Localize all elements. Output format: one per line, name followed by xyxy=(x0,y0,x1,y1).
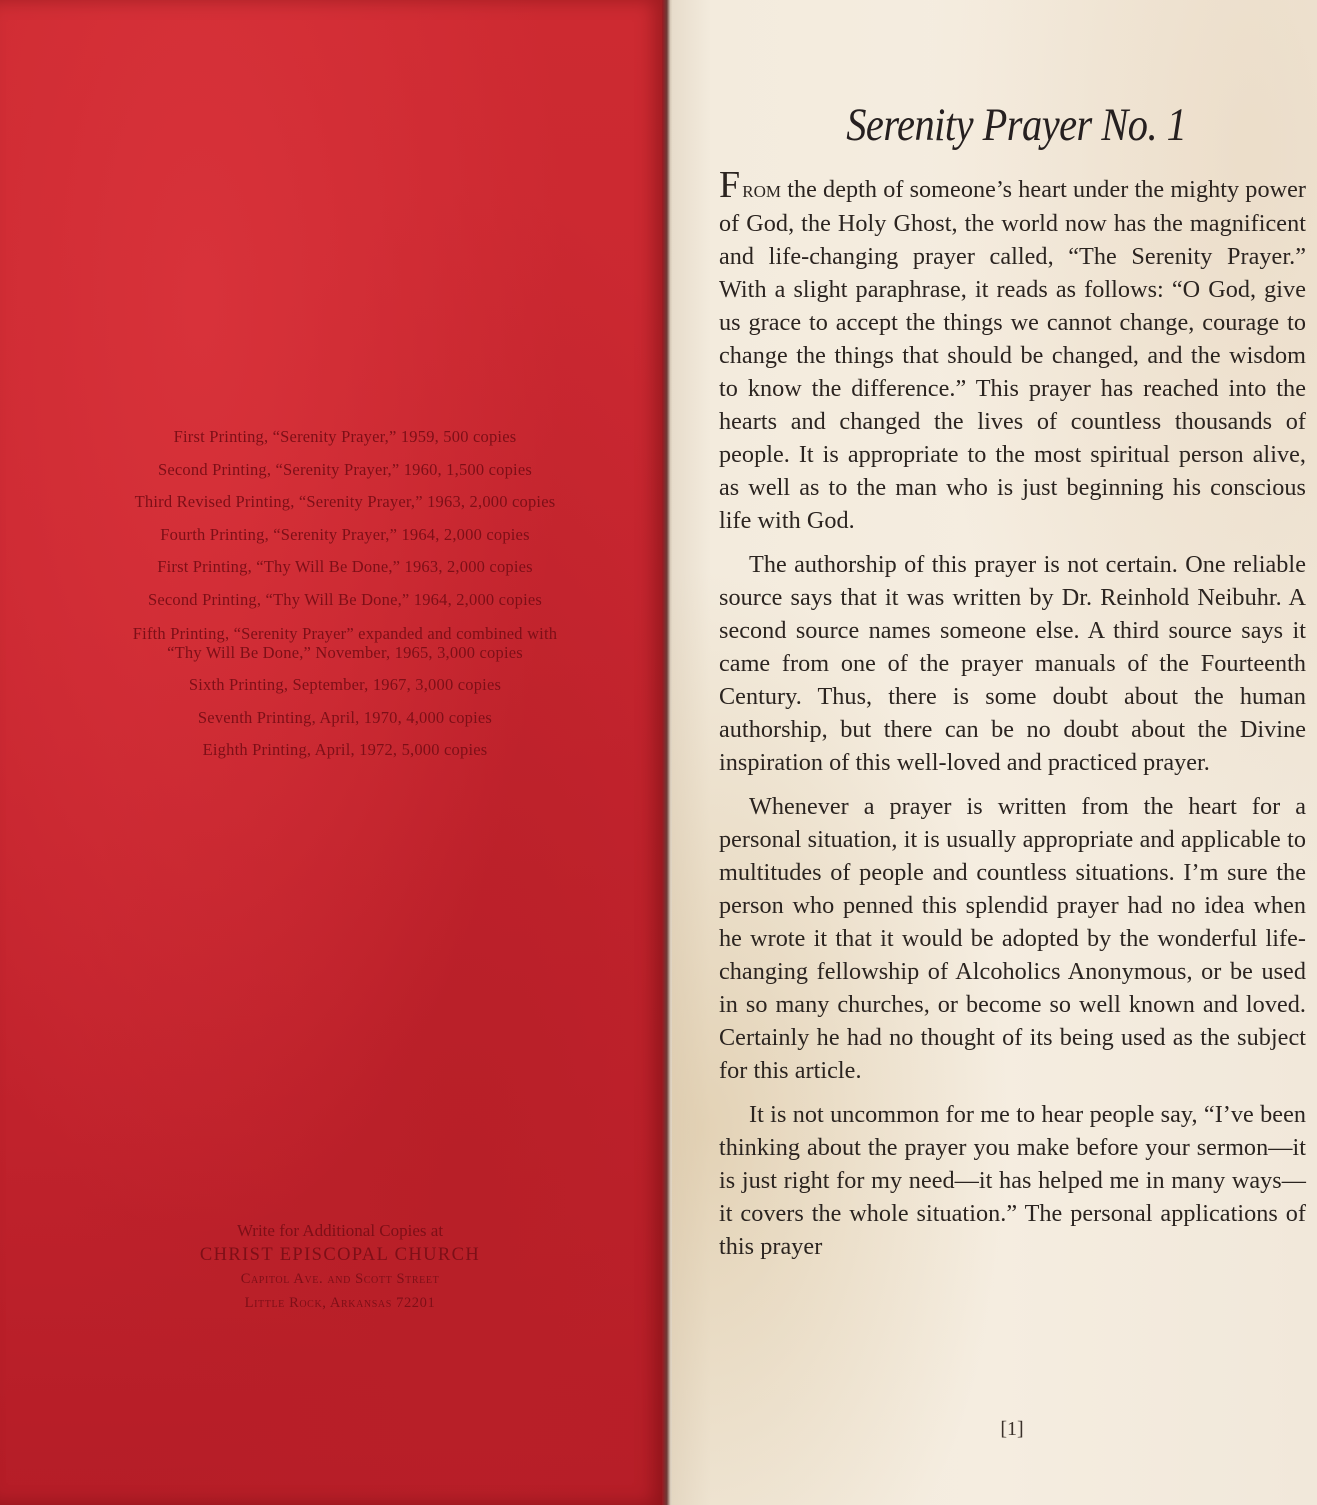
printing-history-line: Second Printing, “Thy Will Be Done,” 1964, 2,000 copies xyxy=(147,589,543,609)
paragraph: It is not uncommon for me to hear people say, “I’ve been thinking about the prayer you make before your sermon—it is just right for my need—it has helped me in many ways—it covers the whole situation.” The personal applications of this prayer xyxy=(719,1101,1306,1260)
printing-history-line: Sixth Printing, September, 1967, 3,000 copies xyxy=(188,675,502,695)
printing-history-line: Fifth Printing, “Serenity Prayer” expanded and combined with xyxy=(132,623,558,643)
printing-history-line: First Printing, “Serenity Prayer,” 1959, 500 copies xyxy=(173,427,517,446)
small-caps-lead: rom xyxy=(742,177,782,203)
page-number: [1] xyxy=(1000,1418,1024,1440)
church-city: Little Rock, Arkansas 72201 xyxy=(244,1295,436,1311)
paragraph xyxy=(719,164,1306,537)
printing-history-line: Third Revised Printing, “Serenity Prayer,” 1963, 2,000 copies xyxy=(134,492,556,512)
body-text xyxy=(719,164,1306,1274)
text-page xyxy=(672,0,1317,1505)
printing-history-line: Second Printing, “Serenity Prayer,” 1960, 1,500 copies xyxy=(158,459,532,479)
church-name: CHRIST EPISCOPAL CHURCH xyxy=(199,1245,481,1265)
printing-history-line: First Printing, “Thy Will Be Done,” 1963, 2,000 copies xyxy=(157,557,533,577)
paragraph: Whenever a prayer is written from the heart for a personal situation, it is usually appropriate and applicable to multitudes of people and countless situations. I’m sure the person who penned this splendid prayer had no idea when he wrote it that it would be adopted by the wonderful life-changing fellowship of Alcoholics Anonymous, or be used in so many churches, or become so well known and loved. Certainly he had no thought of its being used as the subject for this article. xyxy=(719,793,1306,1084)
printing-history xyxy=(60,428,630,774)
printing-history-line: “Thy Will Be Done,” November, 1965, 3,000 copies xyxy=(167,642,523,662)
page-title: Serenity Prayer No. 1 xyxy=(846,99,1187,151)
printing-history-line: Eighth Printing, April, 1972, 5,000 copies xyxy=(202,740,488,760)
printing-history-line: Fourth Printing, “Serenity Prayer,” 1964, 2,000 copies xyxy=(160,524,530,544)
paragraph-text: the depth of someone’s heart under the mighty power of God, the Holy Ghost, the world now has the magnificent and life-changing prayer called, “The Serenity Prayer.” With a slight paraphrase, it reads as follows: “O God, give us grace to accept the things we cannot change, courage to change the things that should be changed, and the wisdom to know the difference.” This prayer has reached into the hearts and changed the lives of countless thousands of people. It is appropriate to the most spiritual person alive, as well as to the man who is just beginning his conscious life with God. xyxy=(719,176,1306,534)
drop-cap: F xyxy=(719,164,741,206)
order-info-heading: Write for Additional Copies at xyxy=(236,1221,444,1240)
order-info xyxy=(125,1219,555,1315)
church-street: Capitol Ave. and Scott Street xyxy=(240,1271,440,1287)
printing-history-line: Seventh Printing, April, 1970, 4,000 copies xyxy=(197,707,493,727)
paragraph: The authorship of this prayer is not certain. One reliable source says that it was written by Dr. Reinhold Neibuhr. A second source names someone else. A third source says it came from one of the prayer manuals of the Fourteenth Century. Thus, there is some doubt about the human authorship, but there can be no doubt about the Divine inspiration of this well-loved and practiced prayer. xyxy=(719,551,1306,776)
